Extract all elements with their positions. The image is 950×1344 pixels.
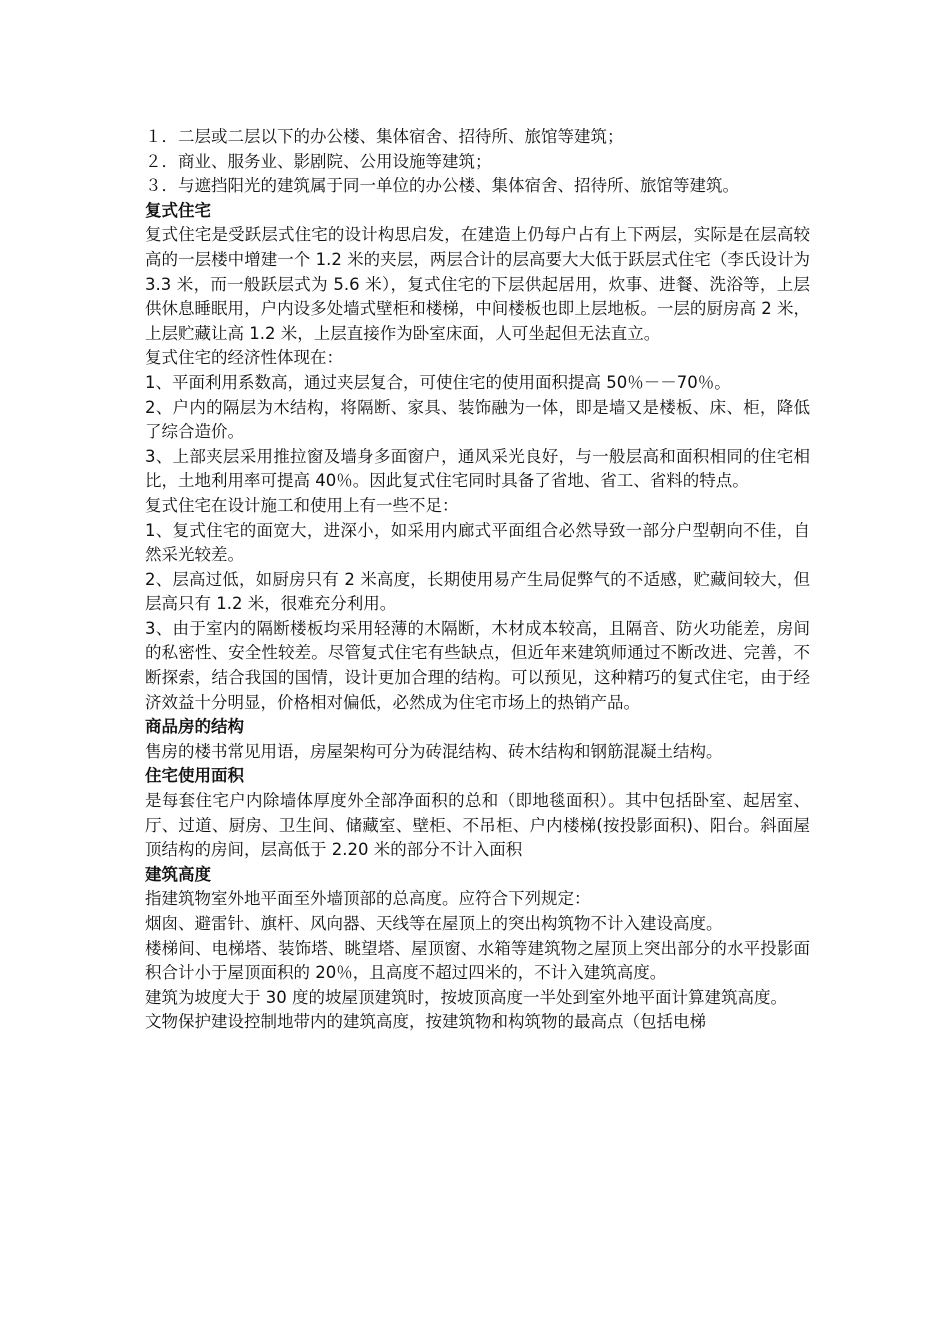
heading-duplex-housing: 复式住宅 <box>145 200 211 220</box>
paragraph-usable-area: 是每套住宅户内除墙体厚度外全部净面积的总和（即地毯面积）。其中包括卧室、起居室、厅、过道、厨房、卫生间、储藏室、壁柜、不吊柜、户内楼梯(按投影面积)、阳台。斜面屋顶结构的房间，层高低于 2.20 米的部分不计入面积 <box>145 791 810 860</box>
paragraph-duplex-intro: 复式住宅是受跃层式住宅的设计构思启发，在建造上仍每户占有上下两层，实际是在层高较高的一层楼中增建一个 1.2 米的夹层，两层合计的层高要大大低于跃层式住宅（李氏设计为 3.3 米，而一般跃层式为 5.6 米），复式住宅的下层供起居用，炊事、进餐、洗浴等，上层供休息睡眠用，户内设多处墙式壁柜和楼梯，中间楼板也即上层地板。一层的厨房高 2 米，上层贮藏让高 1.2 米，上层直接作为卧室床面，人可坐起但无法直立。 <box>145 225 810 343</box>
paragraph-height-rule-1: 烟囱、避雷针、旗杆、风向器、天线等在屋顶上的突出构筑物不计入建设高度。 <box>145 914 723 933</box>
document-page <box>145 125 810 1035</box>
paragraph-height-rule-3: 建筑为坡度大于 30 度的坡屋顶建筑时，按坡顶高度一半处到室外地平面计算建筑高度。 <box>145 987 787 1007</box>
paragraph-economy-intro: 复式住宅的经济性体现在： <box>145 348 343 368</box>
paragraph-height-rule-2: 楼梯间、电梯塔、装饰塔、眺望塔、屋顶窗、水箱等建筑物之屋顶上突出部分的水平投影面积合计小于屋顶面积的 20％，且高度不超过四米的，不计入建筑高度。 <box>145 938 810 983</box>
paragraph-shortcoming-1: 1、复式住宅的面宽大，进深小，如采用内廊式平面组合必然导致一部分户型朝向不佳，自然采光较差。 <box>145 520 810 565</box>
paragraph-economy-1: 1、平面利用系数高，通过夹层复合，可使住宅的使用面积提高 50％－－70％。 <box>145 372 731 392</box>
paragraph-economy-3: 3、上部夹层采用推拉窗及墙身多面窗户，通风采光良好，与一般层高和面积相同的住宅相比，土地利用率可提高 40％。因此复式住宅同时具备了省地、省工、省料的特点。 <box>145 446 810 491</box>
paragraph-height-intro: 指建筑物室外地平面至外墙顶部的总高度。应符合下列规定： <box>145 889 591 909</box>
paragraph-height-rule-4: 文物保护建设控制地带内的建筑高度，按建筑物和构筑物的最高点（包括电梯 <box>145 1012 706 1032</box>
list-item-3: ３．与遮挡阳光的建筑属于同一单位的办公楼、集体宿舍、招待所、旅馆等建筑。 <box>145 176 739 196</box>
heading-commercial-structure: 商品房的结构 <box>145 717 244 737</box>
paragraph-shortcoming-2: 2、层高过低，如厨房只有 2 米高度，长期使用易产生局促弊气的不适感，贮藏间较大，但层高只有 1.2 米，很难充分利用。 <box>145 569 810 614</box>
heading-usable-area: 住宅使用面积 <box>145 766 244 786</box>
list-item-1: １．二层或二层以下的办公楼、集体宿舍、招待所、旅馆等建筑； <box>145 127 624 146</box>
heading-building-height: 建筑高度 <box>145 864 211 884</box>
list-item-2: ２．商业、服务业、影剧院、公用设施等建筑； <box>145 151 492 171</box>
paragraph-commercial-structure: 售房的楼书常见用语，房屋架构可分为砖混结构、砖木结构和钢筋混凝土结构。 <box>145 741 723 761</box>
paragraph-shortcomings-intro: 复式住宅在设计施工和使用上有一些不足： <box>145 495 459 515</box>
paragraph-shortcoming-3: 3、由于室内的隔断楼板均采用轻薄的木隔断，木材成本较高，且隔音、防火功能差，房间的私密性、安全性较差。尽管复式住宅有些缺点，但近年来建筑师通过不断改进、完善，不断探索，结合我国的国情，设计更加合理的结构。可以预见，这种精巧的复式住宅，由于经济效益十分明显，价格相对偏低，必然成为住宅市场上的热销产品。 <box>145 618 810 712</box>
paragraph-economy-2: 2、户内的隔层为木结构，将隔断、家具、装饰融为一体，即是墙又是楼板、床、柜，降低了综合造价。 <box>145 397 810 442</box>
